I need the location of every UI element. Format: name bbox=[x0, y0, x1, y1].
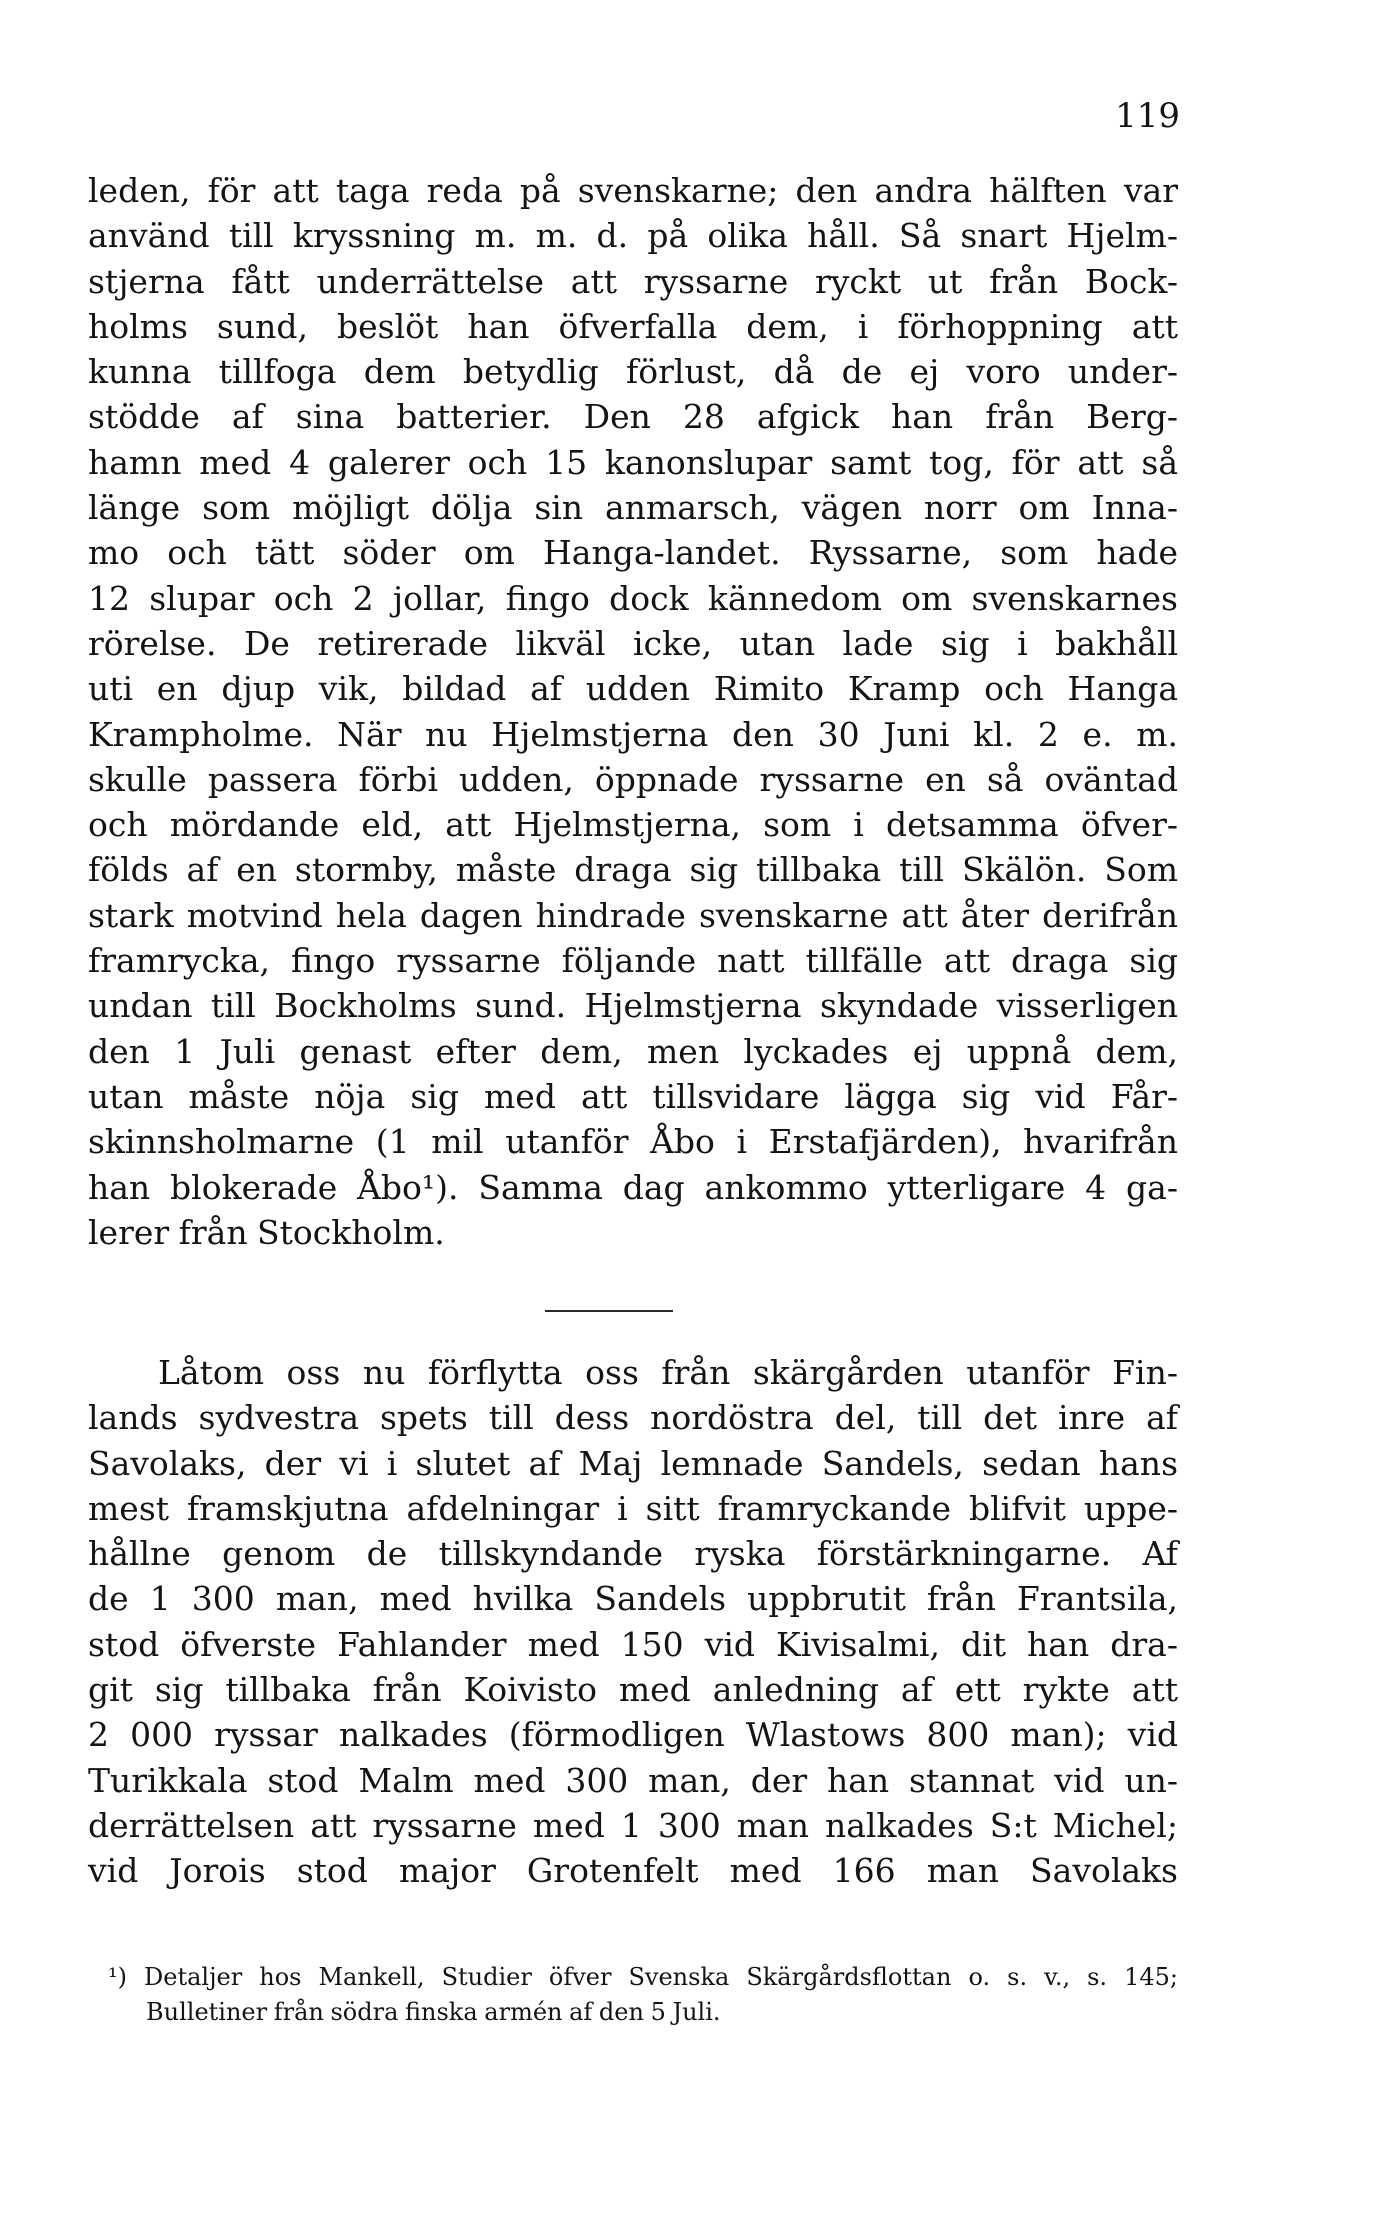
text-line: derrättelsen att ryssarne med 1 300 man nalkades S:t Michel; bbox=[88, 1805, 1178, 1845]
text-line: han blokerade Åbo¹). Samma dag ankommo ytterligare 4 ga- bbox=[88, 1167, 1178, 1207]
text-line: Savolaks, der vi i slutet af Maj lemnade Sandels, sedan hans bbox=[88, 1443, 1178, 1483]
text-line: länge som möjligt dölja sin anmarsch, vägen norr om Inna- bbox=[88, 488, 1178, 528]
text-line: stödde af sina batterier. Den 28 afgick han från Berg- bbox=[88, 397, 1178, 437]
footnotes bbox=[108, 1960, 1178, 2030]
text-line: 2 000 ryssar nalkades (förmodligen Wlastows 800 man); vid bbox=[88, 1715, 1178, 1755]
text-line: stjerna fått underrättelse att ryssarne ryckt ut från Bock- bbox=[88, 261, 1178, 301]
text-line: holms sund, beslöt han öfverfalla dem, i förhoppning att bbox=[88, 306, 1178, 346]
text-line: leden, för att taga reda på svenskarne; den andra hälften var bbox=[88, 171, 1178, 210]
text-line: stark motvind hela dagen hindrade svenskarne att åter derifrån bbox=[88, 895, 1178, 935]
text-line: Krampholme. När nu Hjelmstjerna den 30 Juni kl. 2 e. m. bbox=[88, 714, 1178, 754]
text-line: földs af en stormby, måste draga sig tillbaka till Skälön. Som bbox=[88, 850, 1178, 890]
text-line: rörelse. De retirerade likväl icke, utan lade sig i bakhåll bbox=[88, 623, 1178, 663]
text-line: 12 slupar och 2 jollar, fingo dock kännedom om svenskarnes bbox=[88, 578, 1178, 618]
text-line: hållne genom de tillskyndande ryska förstärkningarne. Af bbox=[88, 1534, 1178, 1574]
text-line: och mördande eld, att Hjelmstjerna, som i detsamma öfver- bbox=[88, 805, 1178, 845]
text-line: git sig tillbaka från Koivisto med anledning af ett rykte att bbox=[88, 1670, 1178, 1710]
text-line: kunna tillfoga dem betydlig förlust, då de ej voro under- bbox=[88, 352, 1178, 392]
paragraph-2 bbox=[88, 1350, 1178, 1894]
paragraph-1 bbox=[88, 168, 1178, 1255]
text-line: vid Jorois stod major Grotenfelt med 166 man Savolaks bbox=[88, 1851, 1178, 1891]
footnote-line: ¹) Detaljer hos Mankell, Studier öfver Svenska Skärgårdsflottan o. s. v., s. 145; bbox=[108, 1963, 1178, 1991]
text-line: lerer från Stockholm. bbox=[88, 1212, 445, 1252]
text-line: stod öfverste Fahlander med 150 vid Kivisalmi, dit han dra- bbox=[88, 1624, 1178, 1664]
text-line: lands sydvestra spets till dess nordöstra del, till det inre af bbox=[88, 1398, 1178, 1438]
page-number: 119 bbox=[1115, 96, 1180, 136]
section-divider bbox=[545, 1310, 673, 1312]
text-line: undan till Bockholms sund. Hjelmstjerna skyndade visserligen bbox=[88, 986, 1178, 1026]
text-line: uti en djup vik, bildad af udden Rimito Kramp och Hanga bbox=[88, 669, 1178, 709]
text-line: skinnsholmarne (1 mil utanför Åbo i Erstafjärden), hvarifrån bbox=[88, 1122, 1178, 1162]
text-line: Turikkala stod Malm med 300 man, der han stannat vid un- bbox=[88, 1760, 1178, 1800]
text-line: mo och tätt söder om Hanga-landet. Ryssarne, som hade bbox=[88, 533, 1178, 573]
text-line: skulle passera förbi udden, öppnade ryssarne en så oväntad bbox=[88, 759, 1178, 799]
text-line: använd till kryssning m. m. d. på olika håll. Så snart Hjelm- bbox=[88, 216, 1178, 256]
text-line: Låtom oss nu förflytta oss från skärgården utanför Fin- bbox=[158, 1353, 1178, 1392]
footnote-line: Bulletiner från södra finska armén af den 5 Juli. bbox=[146, 1998, 721, 2026]
text-line: den 1 Juli genast efter dem, men lyckades ej uppnå dem, bbox=[88, 1031, 1178, 1071]
text-line: framrycka, fingo ryssarne följande natt tillfälle att draga sig bbox=[88, 941, 1178, 981]
text-line: hamn med 4 galerer och 15 kanonslupar samt tog, för att så bbox=[88, 442, 1178, 482]
text-line: utan måste nöja sig med att tillsvidare lägga sig vid Får- bbox=[88, 1076, 1178, 1116]
text-line: mest framskjutna afdelningar i sitt framryckande blifvit uppe- bbox=[88, 1488, 1178, 1528]
text-line: de 1 300 man, med hvilka Sandels uppbrutit från Frantsila, bbox=[88, 1579, 1178, 1619]
